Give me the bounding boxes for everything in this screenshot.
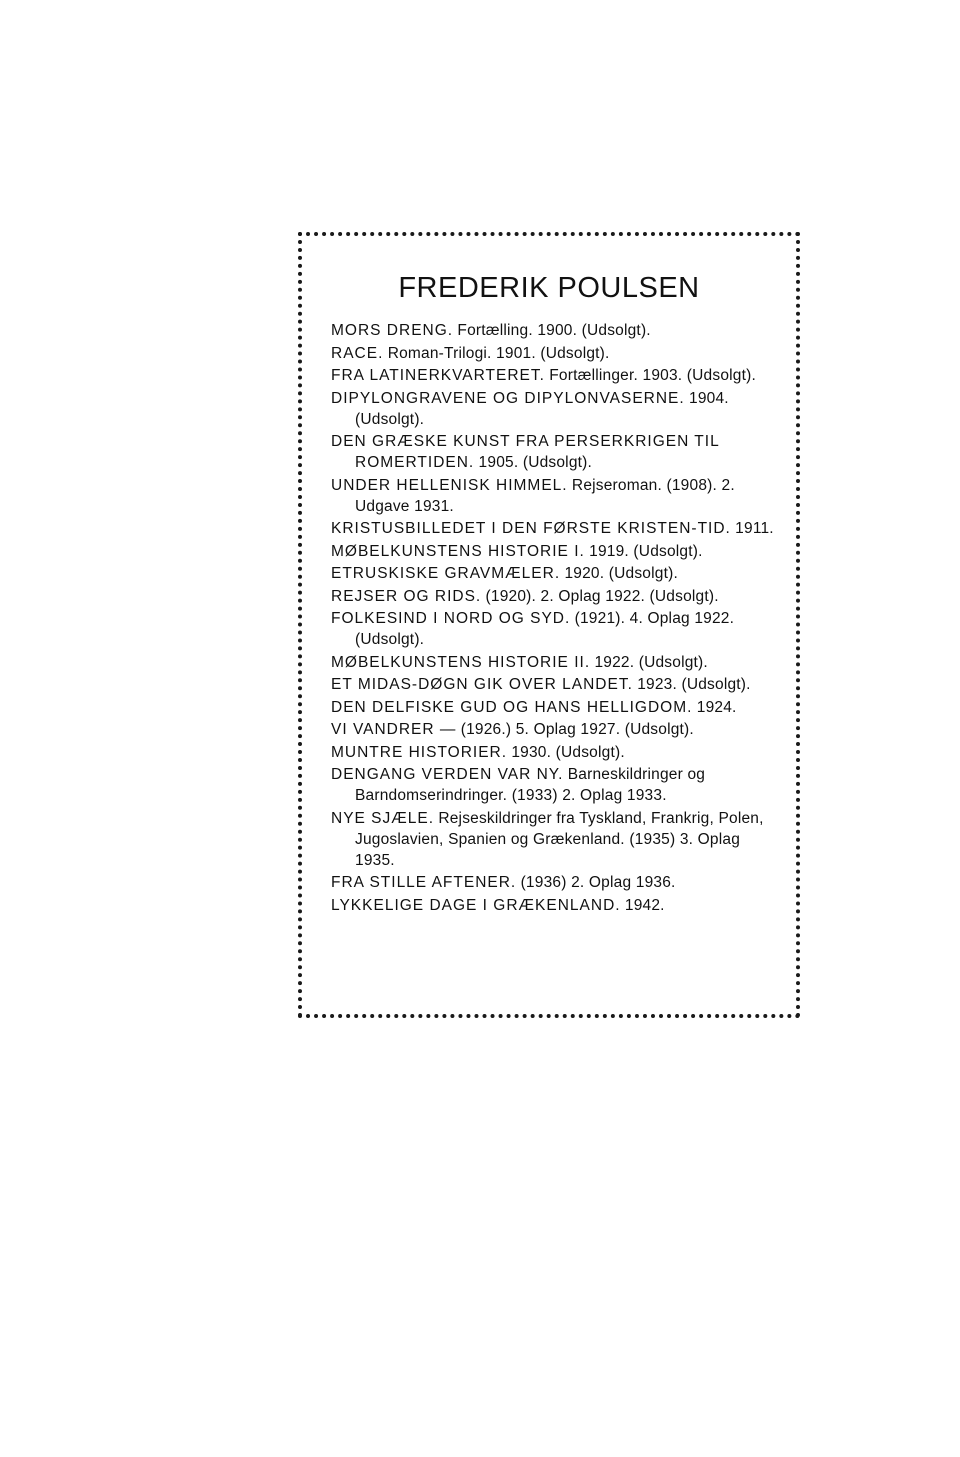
entry-note: 1911. bbox=[735, 520, 774, 537]
entry-title: RACE. bbox=[331, 344, 384, 362]
entry-note: Barneskildringer og Barndomserindringer. (1933) 2. Oplag 1933. bbox=[355, 766, 706, 804]
entry-note: Rejseskildringer fra Tyskland, Frankrig, Polen, Jugoslavien, Spanien og Grækenland. (1935) 3. Oplag 1935. bbox=[355, 809, 764, 869]
bibliography-entry bbox=[331, 563, 781, 584]
bibliography-entry bbox=[331, 365, 781, 386]
entry-title: KRISTUSBILLEDET I DEN FØRSTE KRISTEN-TID. bbox=[331, 520, 731, 537]
entry-title: MUNTRE HISTORIER. bbox=[331, 743, 508, 761]
bibliography-entry bbox=[331, 388, 781, 430]
entry-title: LYKKELIGE DAGE I GRÆKENLAND. bbox=[331, 896, 621, 914]
author-heading: FREDERIK POULSEN bbox=[398, 272, 700, 304]
bibliography-entry bbox=[331, 674, 781, 695]
bibliography-entry bbox=[331, 808, 781, 871]
entry-title: MORS DRENG. bbox=[331, 322, 454, 339]
entry-note: Rejseroman. (1908). 2. Udgave 1931. bbox=[355, 476, 735, 515]
entry-title: ET MIDAS-DØGN GIK OVER LANDET. bbox=[331, 676, 633, 693]
entry-note: 1905. (Udsolgt). bbox=[478, 454, 593, 471]
entry-note: 1922. (Udsolgt). bbox=[594, 653, 708, 671]
entry-note: Fortælling. 1900. (Udsolgt). bbox=[457, 322, 651, 339]
entry-note: Fortællinger. 1903. (Udsolgt). bbox=[549, 367, 756, 384]
bibliography-entry bbox=[331, 431, 781, 473]
entry-note: (1936) 2. Oplag 1936. bbox=[520, 874, 676, 891]
bibliography-entry bbox=[331, 343, 781, 364]
entry-note: 1920. (Udsolgt). bbox=[564, 565, 678, 582]
bibliography-entry bbox=[331, 652, 781, 673]
entry-title: DEN GRÆSKE KUNST FRA PERSERKRIGEN TIL ROMERTIDEN. bbox=[331, 433, 720, 471]
entry-title: MØBELKUNSTENS HISTORIE I. bbox=[331, 542, 585, 560]
bibliography-entry bbox=[331, 872, 781, 893]
bibliography-entry bbox=[331, 764, 781, 806]
entry-note: (1920). 2. Oplag 1922. (Udsolgt). bbox=[485, 587, 719, 605]
entry-title: VI VANDRER — bbox=[331, 721, 457, 738]
entry-note: (1921). 4. Oplag 1922. (Udsolgt). bbox=[355, 610, 735, 648]
entry-title: FRA LATINERKVARTERET. bbox=[331, 367, 545, 384]
entry-title: ETRUSKISKE GRAVMÆLER. bbox=[331, 565, 561, 582]
entry-note: Roman-Trilogi. 1901. (Udsolgt). bbox=[387, 344, 610, 362]
entry-title: NYE SJÆLE. bbox=[331, 809, 435, 827]
entry-title: FRA STILLE AFTENER. bbox=[331, 874, 517, 891]
entry-title: UNDER HELLENISK HIMMEL. bbox=[331, 476, 568, 494]
entry-title: REJSER OG RIDS. bbox=[331, 587, 482, 605]
bibliography-entry bbox=[331, 518, 781, 539]
entry-note: 1923. (Udsolgt). bbox=[637, 676, 751, 693]
bibliography-entry bbox=[331, 608, 781, 650]
entry-title: MØBELKUNSTENS HISTORIE II. bbox=[331, 653, 591, 671]
entry-note: 1924. bbox=[696, 698, 737, 716]
bibliography-entry bbox=[331, 541, 781, 562]
entry-title: DENGANG VERDEN VAR NY. bbox=[331, 766, 564, 783]
bibliography-entry bbox=[331, 697, 781, 718]
bibliography-entry bbox=[331, 742, 781, 763]
bibliography-entry bbox=[331, 895, 781, 916]
entry-title: DIPYLONGRAVENE OG DIPYLONVASERNE. bbox=[331, 389, 685, 407]
entry-note: 1904. (Udsolgt). bbox=[355, 389, 729, 428]
bibliography-entry bbox=[331, 586, 781, 607]
entry-title: FOLKESIND I NORD OG SYD. bbox=[331, 610, 571, 627]
entry-note: 1942. bbox=[624, 896, 665, 914]
bibliography-entry bbox=[331, 719, 781, 740]
bibliography-entry bbox=[331, 475, 781, 517]
entry-note: (1926.) 5. Oplag 1927. (Udsolgt). bbox=[460, 721, 694, 738]
entry-note: 1930. (Udsolgt). bbox=[511, 743, 625, 761]
entry-note: 1919. (Udsolgt). bbox=[589, 542, 703, 560]
bibliography-list bbox=[331, 320, 781, 917]
bibliography-entry bbox=[331, 320, 781, 341]
entry-title: DEN DELFISKE GUD OG HANS HELLIGDOM. bbox=[331, 698, 693, 716]
